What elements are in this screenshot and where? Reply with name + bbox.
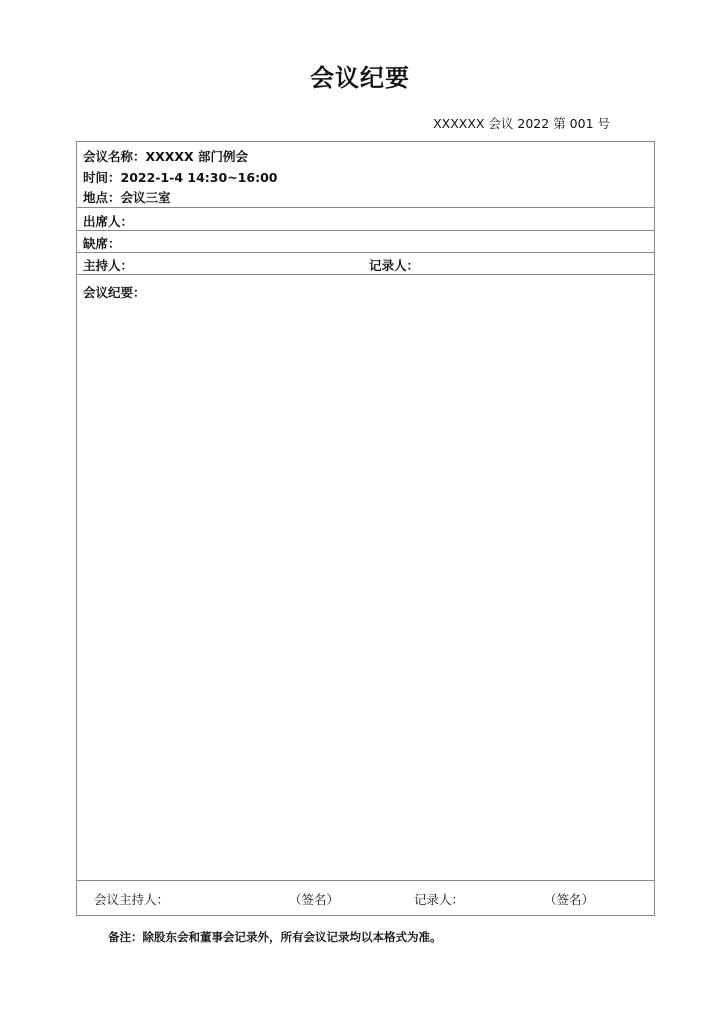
recorder-label: 记录人： — [369, 258, 420, 273]
host-signature-label: 会议主持人： — [94, 892, 170, 907]
meeting-location-field[interactable]: 地点：会议三室 — [83, 190, 171, 205]
absentees-row[interactable] — [77, 231, 654, 253]
host-signature-field[interactable]: （签名） — [289, 892, 340, 907]
minutes-label: 会议纪要： — [83, 285, 146, 300]
minutes-body[interactable] — [77, 275, 654, 881]
host-label: 主持人： — [83, 258, 134, 273]
document-title: 会议纪要 — [310, 64, 410, 92]
meeting-time-field[interactable]: 时间：2022-1-4 14:30~16:00 — [83, 170, 278, 185]
attendees-label: 出席人： — [83, 214, 134, 229]
recorder-signature-field[interactable]: （签名） — [544, 892, 595, 907]
attendees-row[interactable] — [77, 208, 654, 231]
document-number: XXXXXX 会议 2022 第 001 号 — [433, 116, 610, 131]
signature-row — [77, 881, 654, 916]
absentees-label: 缺席： — [83, 236, 121, 251]
footer-note: 备注：除股东会和董事会记录外，所有会议记录均以本格式为准。 — [108, 930, 442, 944]
host-recorder-row[interactable] — [77, 253, 654, 275]
meeting-info-section — [77, 142, 654, 208]
minutes-form — [76, 141, 655, 916]
meeting-name-field[interactable]: 会议名称：XXXXX 部门例会 — [83, 149, 249, 164]
recorder-signature-label: 记录人： — [414, 892, 465, 907]
